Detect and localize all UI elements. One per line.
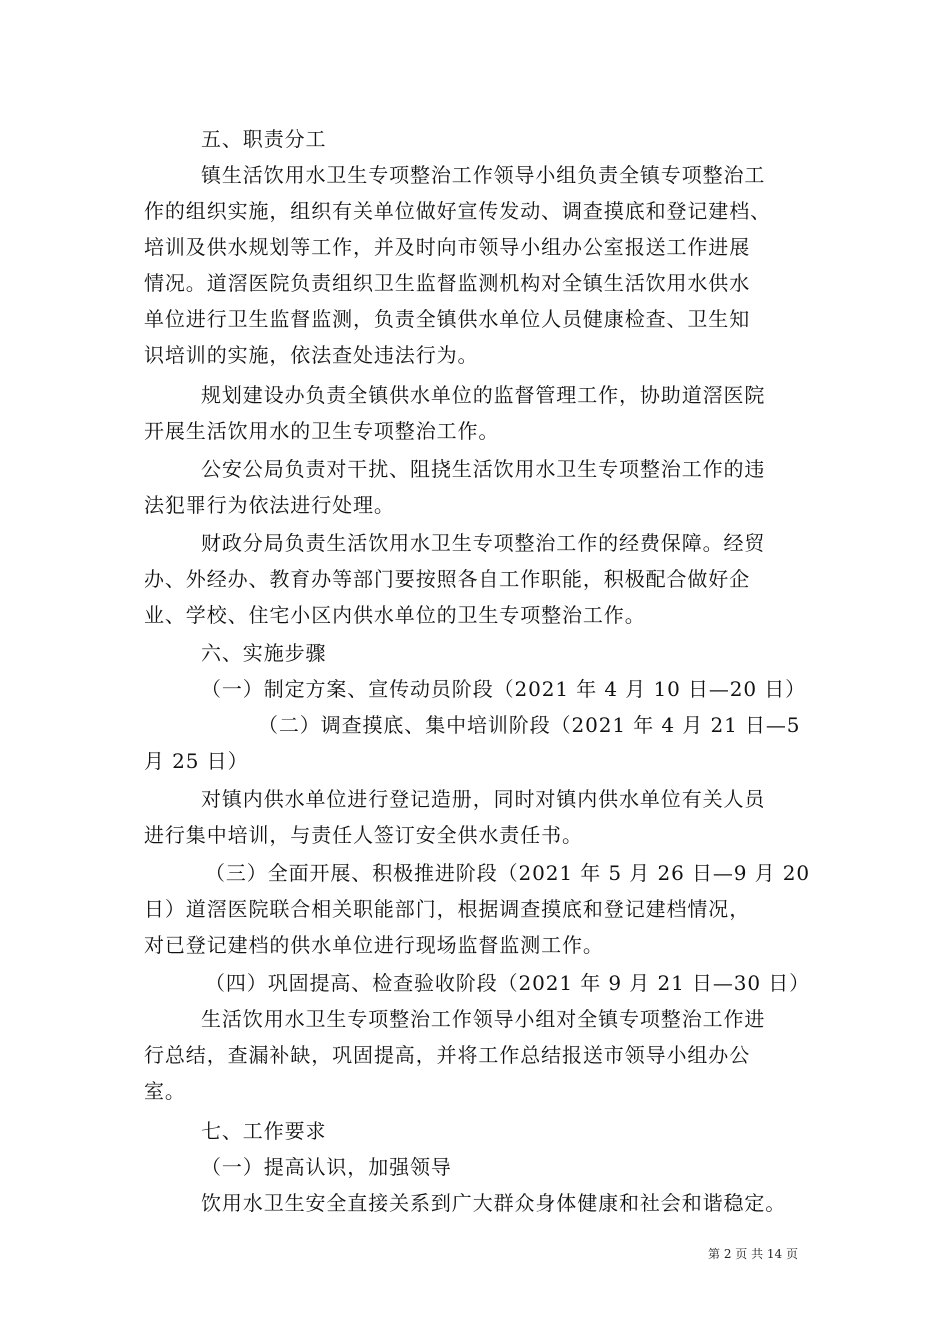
page-number-footer: 第 2 页 共 14 页 (708, 1247, 798, 1261)
subsection-heading: （三）全面开展、积极推进阶段（2021 年 5 月 26 日—9 月 20 (205, 861, 811, 885)
paragraph-line: 规划建设办负责全镇供水单位的监督管理工作，协助道滘医院 (201, 383, 766, 407)
paragraph-line: 单位进行卫生监督监测，负责全镇供水单位人员健康检查、卫生知 (144, 307, 751, 331)
paragraph-line: 法犯罪行为依法进行处理。 (144, 493, 395, 517)
paragraph-line: 对已登记建档的供水单位进行现场监督监测工作。 (144, 933, 604, 957)
paragraph-line: 生活饮用水卫生专项整治工作领导小组对全镇专项整治工作进 (201, 1007, 766, 1031)
section-heading: 七、工作要求 (201, 1119, 327, 1143)
paragraph-line: 办、外经办、教育办等部门要按照各自工作职能，积极配合做好企 (144, 567, 751, 591)
section-heading: 五、职责分工 (201, 127, 327, 151)
paragraph-line: 行总结，查漏补缺，巩固提高，并将工作总结报送市领导小组办公 (144, 1043, 751, 1067)
paragraph-line: 日）道滘医院联合相关职能部门，根据调查摸底和登记建档情况， (144, 897, 751, 921)
paragraph-line: 对镇内供水单位进行登记造册，同时对镇内供水单位有关人员 (201, 787, 766, 811)
paragraph-line: 镇生活饮用水卫生专项整治工作领导小组负责全镇专项整治工 (201, 163, 766, 187)
subsection-heading: （二）调查摸底、集中培训阶段（2021 年 4 月 21 日—5 (258, 713, 801, 737)
paragraph-line: 作的组织实施，组织有关单位做好宣传发动、调查摸底和登记建档、 (144, 199, 771, 223)
paragraph-line: 业、学校、住宅小区内供水单位的卫生专项整治工作。 (144, 603, 646, 627)
paragraph-line: 培训及供水规划等工作，并及时向市领导小组办公室报送工作进展 (144, 235, 751, 259)
paragraph-line: 公安公局负责对干扰、阻挠生活饮用水卫生专项整治工作的违 (201, 457, 766, 481)
section-heading: 六、实施步骤 (201, 641, 327, 665)
paragraph-line: 财政分局负责生活饮用水卫生专项整治工作的经费保障。经贸 (201, 531, 766, 555)
paragraph-line: 识培训的实施，依法查处违法行为。 (144, 343, 479, 367)
paragraph-line: 饮用水卫生安全直接关系到广大群众身体健康和社会和谐稳定。 (201, 1191, 787, 1215)
paragraph-line: 开展生活饮用水的卫生专项整治工作。 (144, 419, 500, 443)
paragraph-line: 情况。道滘医院负责组织卫生监督监测机构对全镇生活饮用水供水 (144, 271, 751, 295)
subsection-heading: （一）制定方案、宣传动员阶段（2021 年 4 月 10 日—20 日） (201, 677, 807, 701)
paragraph-line: 月 25 日） (144, 749, 249, 773)
paragraph-line: 室。 (144, 1079, 186, 1103)
subsection-heading: （一）提高认识，加强领导 (201, 1155, 452, 1179)
subsection-heading: （四）巩固提高、检查验收阶段（2021 年 9 月 21 日—30 日） (205, 971, 811, 995)
paragraph-line: 进行集中培训，与责任人签订安全供水责任书。 (144, 823, 583, 847)
